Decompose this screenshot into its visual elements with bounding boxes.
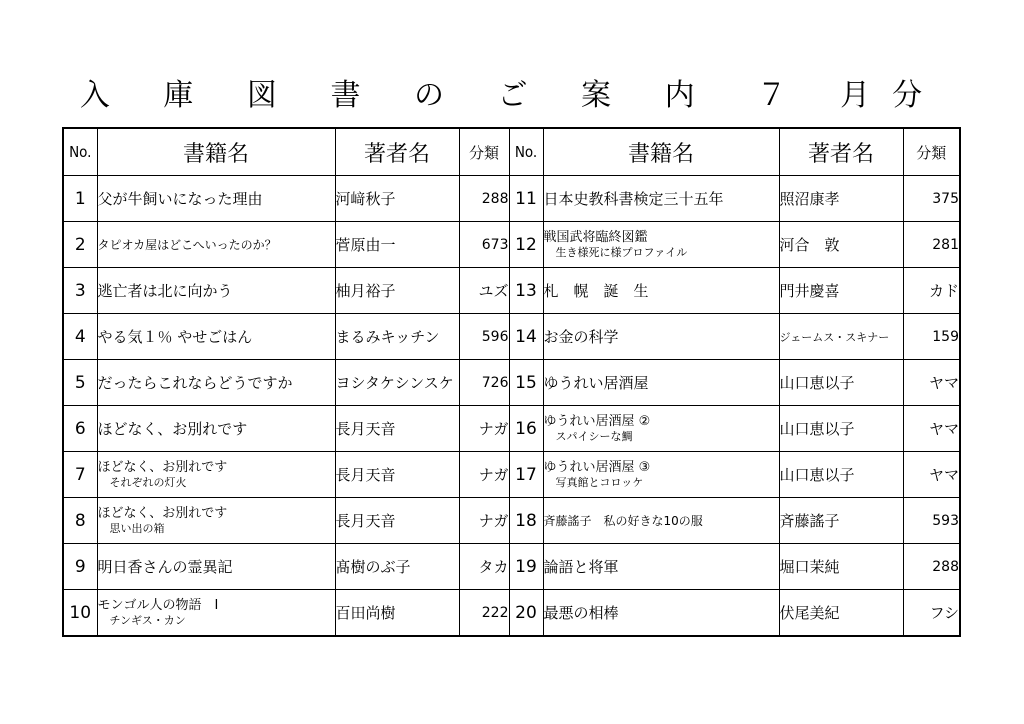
book-author: 髙樹のぶ子 [335, 544, 459, 590]
book-category: 673 [459, 222, 509, 268]
book-number: 3 [63, 268, 97, 314]
book-category: 281 [903, 222, 960, 268]
header-author: 著者名 [335, 128, 459, 176]
book-author: 長月天音 [335, 498, 459, 544]
book-number: 1 [63, 176, 97, 222]
book-number: 20 [509, 590, 543, 637]
book-title: 逃亡者は北に向かう [97, 282, 233, 300]
book-number: 15 [509, 360, 543, 406]
book-title: ゆうれい居酒屋 [543, 374, 649, 392]
book-subtitle: 思い出の箱 [109, 522, 165, 535]
book-author: 照沼康孝 [779, 176, 903, 222]
book-author: 菅原由一 [335, 222, 459, 268]
book-number: 10 [63, 590, 97, 637]
book-author: まるみキッチン [335, 314, 459, 360]
book-author: 斉藤謠子 [779, 498, 903, 544]
book-title-cell [543, 360, 779, 406]
book-author: 山口恵以子 [779, 360, 903, 406]
book-author: ヨシタケシンスケ [335, 360, 459, 406]
book-author: 河﨑秋子 [335, 176, 459, 222]
book-title: タピオカ屋はどこへいったのか？ [97, 238, 277, 252]
table-row [63, 222, 960, 268]
book-title: やる気１％ やせごはん [97, 328, 253, 346]
book-title-cell [97, 498, 335, 544]
book-title-cell [97, 360, 335, 406]
book-subtitle: それぞれの灯火 [109, 476, 187, 489]
table-row [63, 176, 960, 222]
book-title-cell [543, 406, 779, 452]
book-author: 百田尚樹 [335, 590, 459, 637]
book-title: 戦国武将臨終図鑑 [543, 230, 648, 245]
book-category: ナガ [459, 452, 509, 498]
book-category: カド [903, 268, 960, 314]
book-author: 伏尾美紀 [779, 590, 903, 637]
book-title-cell [543, 452, 779, 498]
book-number: 17 [509, 452, 543, 498]
book-number: 14 [509, 314, 543, 360]
book-author: 長月天音 [335, 452, 459, 498]
book-category: ヤマ [903, 406, 960, 452]
header-title: 書籍名 [543, 128, 779, 176]
book-title: だったらこれならどうですか [97, 374, 293, 392]
book-category: 288 [459, 176, 509, 222]
book-author: 山口恵以子 [779, 452, 903, 498]
book-title: ほどなく、お別れです [97, 460, 228, 475]
header-title: 書籍名 [97, 128, 335, 176]
book-category: ヤマ [903, 452, 960, 498]
book-category: 222 [459, 590, 509, 637]
book-number: 5 [63, 360, 97, 406]
table-row [63, 498, 960, 544]
table-row [63, 452, 960, 498]
table-header-row [63, 128, 960, 176]
book-title: 明日香さんの霊異記 [97, 558, 233, 576]
book-number: 4 [63, 314, 97, 360]
book-category: 288 [903, 544, 960, 590]
book-title: ほどなく、お別れです [97, 420, 248, 438]
book-category: タカ [459, 544, 509, 590]
header-category: 分類 [459, 128, 509, 176]
book-author: 柚月裕子 [335, 268, 459, 314]
book-title-cell [543, 222, 779, 268]
book-number: 19 [509, 544, 543, 590]
page-title [0, 70, 1024, 114]
book-title-cell [543, 544, 779, 590]
book-title: 札 幌 誕 生 [543, 282, 649, 300]
book-author: 長月天音 [335, 406, 459, 452]
book-author: 河合 敦 [779, 222, 903, 268]
table-row [63, 360, 960, 406]
book-title-cell [97, 590, 335, 637]
book-category: 596 [459, 314, 509, 360]
header-no: No. [509, 128, 543, 176]
book-title-cell [543, 498, 779, 544]
book-title: 論語と将軍 [543, 558, 619, 576]
book-title: ほどなく、お別れです [97, 506, 228, 521]
title-month: ７ 月分 [756, 78, 945, 113]
book-category: フシ [903, 590, 960, 637]
book-category: 726 [459, 360, 509, 406]
book-number: 6 [63, 406, 97, 452]
book-number: 2 [63, 222, 97, 268]
book-title: モンゴル人の物語 Ⅰ [97, 598, 219, 613]
book-category: 159 [903, 314, 960, 360]
book-title-cell [97, 452, 335, 498]
book-author: 山口恵以子 [779, 406, 903, 452]
book-number: 11 [509, 176, 543, 222]
book-number: 12 [509, 222, 543, 268]
book-title-cell [543, 590, 779, 637]
book-category: 593 [903, 498, 960, 544]
book-author: ジェームス・スキナー [779, 314, 903, 360]
book-number: 8 [63, 498, 97, 544]
book-title: ゆうれい居酒屋 ② [543, 414, 651, 429]
book-category: ユズ [459, 268, 509, 314]
book-number: 13 [509, 268, 543, 314]
header-category: 分類 [903, 128, 960, 176]
book-subtitle: 生き様死に様プロファイル [555, 246, 688, 259]
book-subtitle: チンギス・カン [109, 614, 186, 627]
book-title-cell [97, 176, 335, 222]
header-no: No. [63, 128, 97, 176]
book-title-cell [97, 268, 335, 314]
table-row [63, 406, 960, 452]
table-row [63, 314, 960, 360]
book-title: 父が牛飼いになった理由 [97, 190, 263, 208]
book-number: 16 [509, 406, 543, 452]
table-row [63, 268, 960, 314]
book-list-table [62, 127, 961, 637]
book-subtitle: スパイシーな鯛 [555, 430, 633, 443]
book-title-cell [97, 544, 335, 590]
book-title-cell [97, 406, 335, 452]
table-row [63, 590, 960, 637]
book-category: ナガ [459, 498, 509, 544]
book-title-cell [543, 268, 779, 314]
book-title-cell [543, 314, 779, 360]
book-title-cell [97, 314, 335, 360]
book-title: 斉藤謠子 私の好きな10の服 [543, 514, 703, 528]
book-title-cell [97, 222, 335, 268]
book-rows [63, 176, 960, 637]
book-category: ナガ [459, 406, 509, 452]
book-title-cell [543, 176, 779, 222]
book-category: ヤマ [903, 360, 960, 406]
title-text: 入 庫 図 書 の ご 案 内 [79, 78, 717, 113]
book-title: ゆうれい居酒屋 ③ [543, 460, 651, 475]
book-number: 9 [63, 544, 97, 590]
book-title: 最悪の相棒 [543, 604, 619, 622]
book-number: 18 [509, 498, 543, 544]
header-author: 著者名 [779, 128, 903, 176]
book-number: 7 [63, 452, 97, 498]
book-author: 堀口茉純 [779, 544, 903, 590]
book-author: 門井慶喜 [779, 268, 903, 314]
table-row [63, 544, 960, 590]
book-subtitle: 写真館とコロッケ [555, 476, 644, 489]
book-category: 375 [903, 176, 960, 222]
book-title: 日本史教科書検定三十五年 [543, 190, 724, 208]
book-title: お金の科学 [543, 328, 619, 346]
